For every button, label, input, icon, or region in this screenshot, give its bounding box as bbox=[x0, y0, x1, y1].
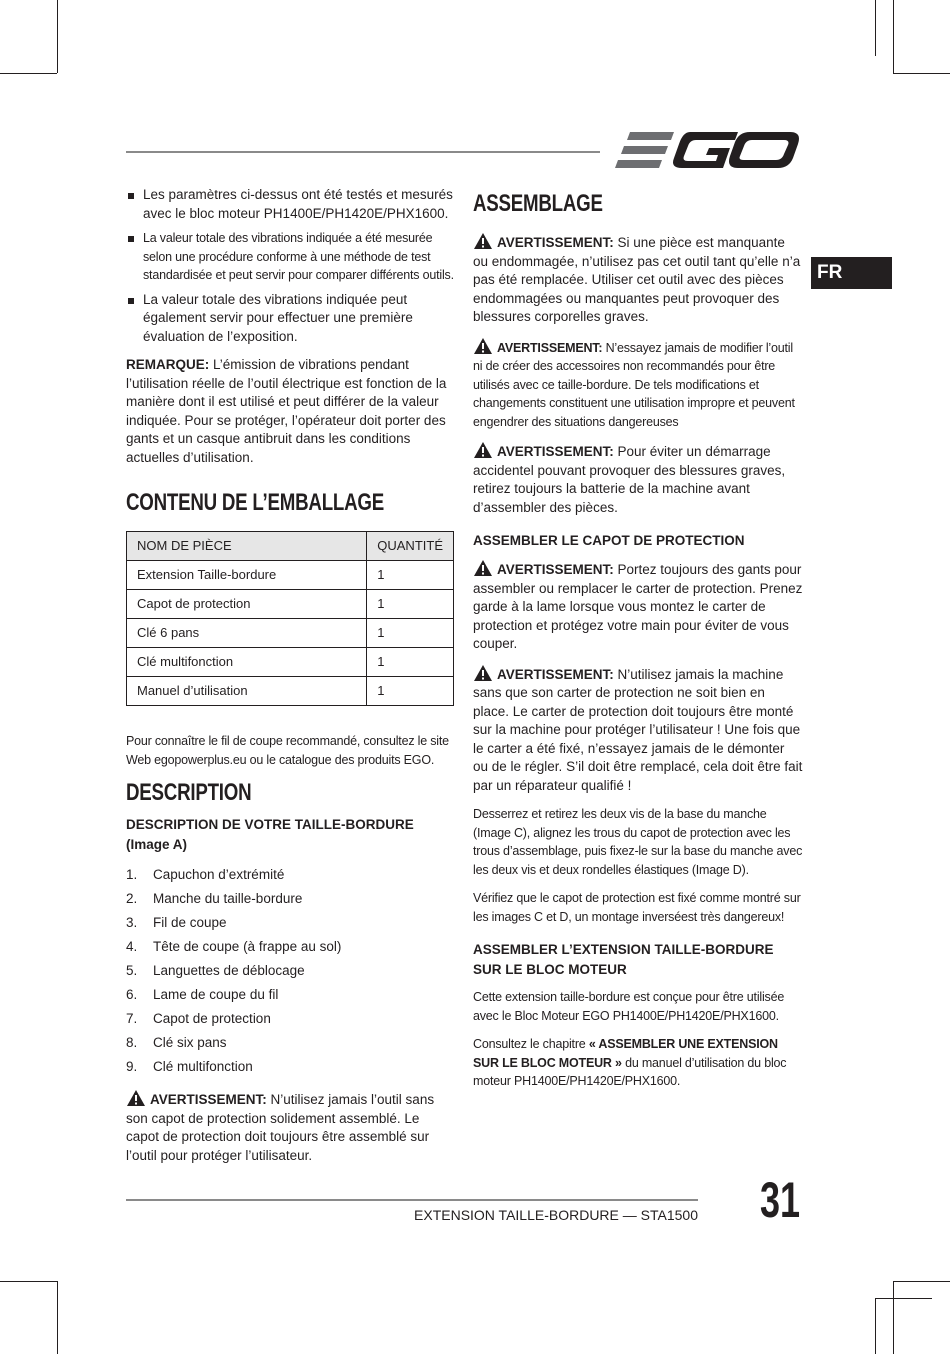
list-item: 6. Lame de coupe du fil bbox=[126, 987, 279, 1002]
table-cell: Extension Taille-bordure bbox=[127, 561, 367, 590]
crop-mark bbox=[57, 0, 58, 73]
crop-mark bbox=[875, 0, 876, 56]
page-number: 31 bbox=[760, 1172, 801, 1228]
warning-icon bbox=[473, 337, 493, 355]
list-item: 8. Clé six pans bbox=[126, 1035, 227, 1050]
warning-paragraph: AVERTISSEMENT: N’utilisez jamais l’outil sans son capot de protection solidement assemblé. Le capot de protection doit toujours être assemblé sur l’outil pour protéger l’utilisateur. bbox=[126, 1089, 454, 1165]
warning-icon bbox=[473, 441, 493, 459]
list-item: 5. Languettes de déblocage bbox=[126, 963, 305, 978]
attach-paragraph: Cette extension taille-bordure est conçue pour être utilisée avec le Bloc Moteur EGO PH1400E/PH1420E/PHX1600. bbox=[473, 990, 785, 1023]
list-item: 3. Fil de coupe bbox=[126, 915, 227, 930]
crop-mark bbox=[875, 1298, 876, 1354]
table-cell: 1 bbox=[367, 619, 454, 648]
consult-paragraph: Consultez le chapitre « ASSEMBLER UNE EXTENSION SUR LE BLOC MOTEUR » du manuel d’utilisation du bloc moteur PH1400E/PH1420E/PHX1600. bbox=[473, 1037, 787, 1088]
language-tab: FR bbox=[811, 257, 892, 289]
package-contents-table bbox=[126, 531, 454, 706]
warning-paragraph: AVERTISSEMENT: Pour éviter un démarrage accidentel pouvant provoquer des blessures graves, retirez toujours la batterie de la machine avant d’assembler des pièces. bbox=[473, 441, 803, 517]
crop-mark bbox=[0, 73, 57, 74]
guard-subheading: ASSEMBLER LE CAPOT DE PROTECTION bbox=[473, 533, 745, 548]
table-row bbox=[127, 648, 454, 677]
table-row bbox=[127, 590, 454, 619]
warning-icon bbox=[473, 559, 493, 577]
right-column bbox=[473, 186, 803, 1101]
footer-title: EXTENSION TAILLE-BORDURE — STA1500 bbox=[414, 1207, 698, 1223]
table-cell: Capot de protection bbox=[127, 590, 367, 619]
attach-subheading: ASSEMBLER L’EXTENSION TAILLE-BORDURE SUR LE BLOC MOTEUR bbox=[473, 942, 774, 977]
list-item: Les paramètres ci-dessus ont été testés et mesurés avec le bloc moteur PH1400E/PH1420E/PHX1600. bbox=[126, 186, 454, 223]
guard-step: Vérifiez que le capot de protection est fixé comme montré sur les images C et D, un montage inverséest très dangereux! bbox=[473, 891, 801, 924]
list-item: La valeur totale des vibrations indiquée a été mesurée selon une procédure conforme à une méthode de test standardisée et peut servir pour comparer différents outils. bbox=[126, 229, 454, 285]
crop-mark bbox=[875, 1298, 932, 1299]
list-item: 7. Capot de protection bbox=[126, 1011, 271, 1026]
list-item: 1. Capuchon d’extrémité bbox=[126, 867, 285, 882]
column-header: QUANTITÉ bbox=[367, 532, 454, 561]
parts-list bbox=[126, 863, 454, 1079]
cutting-line-note: Pour connaître le fil de coupe recommandé, consultez le site Web egopowerplus.eu ou le catalogue des produits EGO. bbox=[126, 734, 449, 767]
crop-mark bbox=[893, 1281, 950, 1282]
header-rule bbox=[126, 151, 600, 153]
table-row bbox=[127, 619, 454, 648]
table-row bbox=[127, 561, 454, 590]
warning-paragraph: AVERTISSEMENT: N’utilisez jamais la machine sans que son carter de protection ne soit bien en place. Le carter de protection doit toujours être monté sur la machine pour protéger l’utilisateur ! Une fois que le carter a été fixé, n’essayez jamais de le démonter ou de le régler. S’il doit être remplacé, cela doit être fait par un réparateur qualifié ! bbox=[473, 664, 803, 796]
warning-icon bbox=[473, 664, 493, 682]
description-heading: DESCRIPTION bbox=[126, 779, 252, 806]
warning-icon bbox=[473, 232, 493, 250]
remark-text: L’émission de vibrations pendant l’utilisation réelle de l’outil électrique est fonction de la manière dont il est utilisé et peut différer de la valeur indiquée. Pour se protéger, l’opérateur doit porter des gants et un casque antibruit dans les conditions actuelles d’utilisation. bbox=[126, 357, 447, 465]
crop-mark bbox=[893, 73, 950, 74]
warning-paragraph: AVERTISSEMENT: Si une pièce est manquante ou endommagée, n’utilisez pas cet outil tant qu’elle n’a pas été remplacée. Utiliser cet outil avec des pièces endommagées ou manquantes peut provoquer des blessures corporelles graves. bbox=[473, 232, 803, 327]
crop-mark bbox=[57, 1281, 58, 1354]
table-cell: 1 bbox=[367, 648, 454, 677]
table-cell: Manuel d’utilisation bbox=[127, 677, 367, 706]
remark-label: REMARQUE: bbox=[126, 357, 210, 372]
table-cell: 1 bbox=[367, 561, 454, 590]
list-item: 4. Tête de coupe (à frappe au sol) bbox=[126, 939, 342, 954]
assembly-heading: ASSEMBLAGE bbox=[473, 190, 603, 217]
contents-heading: CONTENU DE L’EMBALLAGE bbox=[126, 489, 384, 516]
remark-paragraph bbox=[126, 356, 454, 467]
table-cell: Clé multifonction bbox=[127, 648, 367, 677]
crop-mark bbox=[893, 0, 894, 73]
warning-paragraph: AVERTISSEMENT: N’essayez jamais de modifier l’outil ni de créer des accessoires non recommandés pour être utilisés avec ce taille-bordure. De tels modifications et changements constituent une utilisation impropre et peuvent engendrer des situations dangereuses bbox=[473, 337, 803, 432]
vibration-notes bbox=[126, 186, 454, 346]
table-header-row bbox=[127, 532, 454, 561]
crop-mark bbox=[0, 1281, 57, 1282]
table-cell: 1 bbox=[367, 677, 454, 706]
list-item: 9. Clé multifonction bbox=[126, 1059, 253, 1074]
table-cell: 1 bbox=[367, 590, 454, 619]
footer-rule bbox=[126, 1199, 698, 1201]
crop-mark bbox=[893, 1281, 894, 1354]
left-column bbox=[126, 186, 454, 1175]
ego-logo bbox=[612, 128, 802, 172]
warning-icon bbox=[126, 1089, 146, 1107]
list-item: 2. Manche du taille-bordure bbox=[126, 891, 303, 906]
warning-paragraph: AVERTISSEMENT: Portez toujours des gants pour assembler ou remplacer le carter de protection. Prenez garde à la lame lorsque vous montez le carter de protection et protégez votre main pour éviter de vous couper. bbox=[473, 559, 803, 654]
description-subheading: DESCRIPTION DE VOTRE TAILLE-BORDURE (Image A) bbox=[126, 817, 414, 852]
table-row bbox=[127, 677, 454, 706]
list-item: La valeur totale des vibrations indiquée peut également servir pour effectuer une première évaluation de l’exposition. bbox=[126, 291, 454, 347]
table-cell: Clé 6 pans bbox=[127, 619, 367, 648]
guard-step: Desserrez et retirez les deux vis de la base du manche (Image C), alignez les trous du capot de protection avec les trous d’assemblage, puis fixez-le sur la base du manche avec les deux vis et deux rondelles élastiques (Image D). bbox=[473, 807, 803, 877]
column-header: NOM DE PIÈCE bbox=[127, 532, 367, 561]
